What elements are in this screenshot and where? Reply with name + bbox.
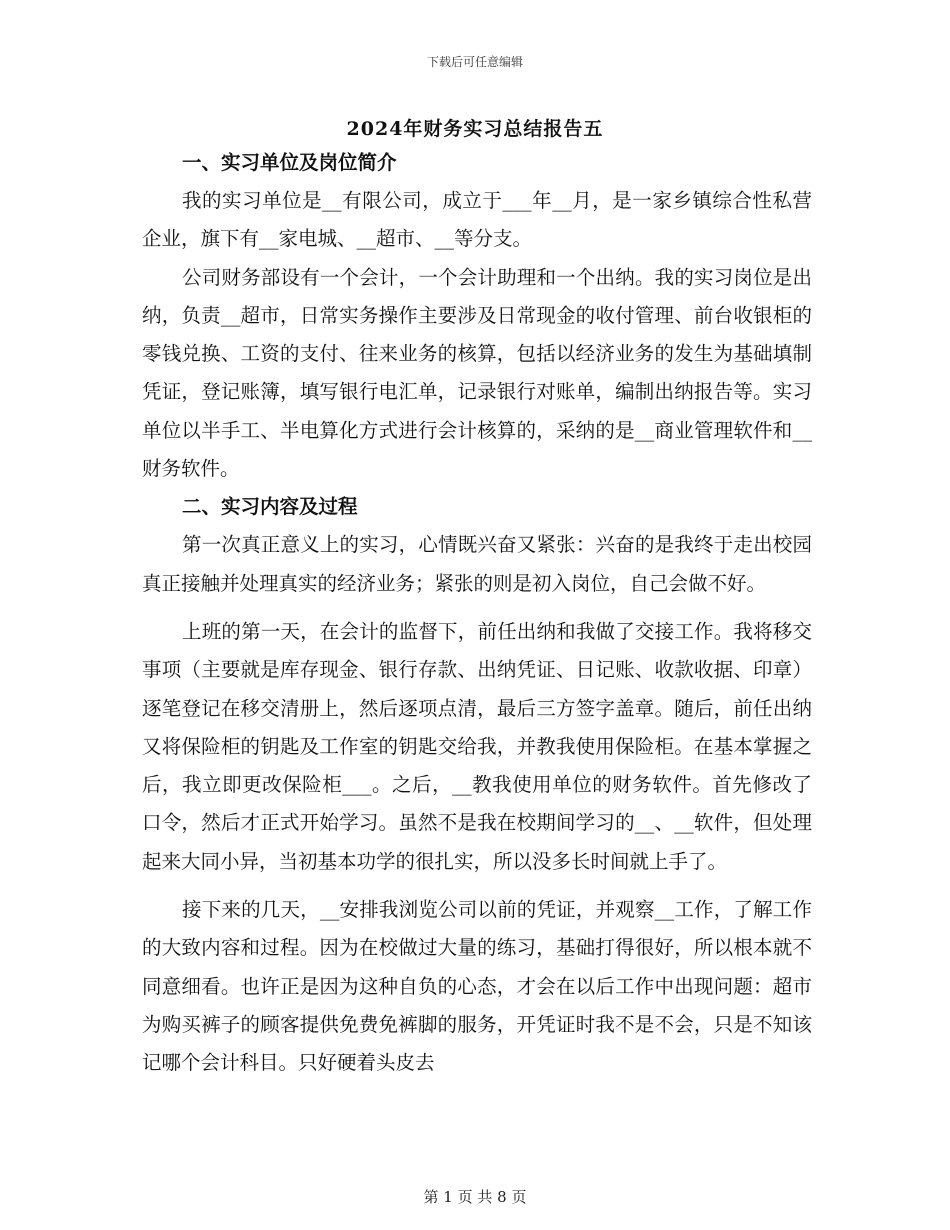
paragraph: 公司财务部设有一个会计，一个会计助理和一个出纳。我的实习岗位是出纳，负责__超市，日常实务操作主要涉及日常现金的收付管理、前台收银柜的零钱兑换、工资的支付、往来业务的核算，包括以经济业务的发生为基础填制凭证，登记账簿，填写银行电汇单，记录银行对账单，编制出纳报告等。实习单位以半手工、半电算化方式进行会计核算的，采纳的是__商业管理软件和__财务软件。 (142, 265, 812, 481)
section-heading-content-process: 二、实习内容及过程 (182, 495, 358, 519)
paragraph: 第一次真正意义上的实习，心情既兴奋又紧张：兴奋的是我终于走出校园真正接触并处理真实的经济业务；紧张的则是初入岗位，自己会做不好。 (142, 533, 812, 595)
document-title: 2024年财务实习总结报告五 (346, 118, 604, 140)
paragraph: 上班的第一天，在会计的监督下，前任出纳和我做了交接工作。我将移交事项（主要就是库存现金、银行存款、出纳凭证、日记账、收款收据、印章）逐笔登记在移交清册上，然后逐项点清，最后三方签字盖章。随后，前任出纳又将保险柜的钥匙及工作室的钥匙交给我，并教我使用保险柜。在基本掌握之后，我立即更改保险柜___。之后，__教我使用单位的财务软件。首先修改了口令，然后才正式开始学习。虽然不是我在校期间学习的__、__软件，但处理起来大同小异，当初基本功学的很扎实，所以没多长时间就上手了。 (142, 619, 812, 873)
document-body (142, 144, 812, 1083)
section-heading-unit-intro: 一、实习单位及岗位简介 (182, 151, 397, 174)
page-header-note: 下载后可任意编辑 (426, 55, 523, 69)
page-number: 第 1 页 共 8 页 (423, 1188, 527, 1206)
paragraph: 接下来的几天，__安排我浏览公司以前的凭证，并观察__工作，了解工作的大致内容和过程。因为在校做过大量的练习，基础打得很好，所以根本就不同意细看。也许正是因为这种自负的心态，才会在以后工作中出现问题：超市为购买裤子的顾客提供免费免裤脚的服务，开凭证时我不是不会，只是不知该记哪个会计科目。只好硬着头皮去 (142, 898, 812, 1075)
paragraph: 我的实习单位是__有限公司，成立于___年__月，是一家乡镇综合性私营企业，旗下有__家电城、__超市、__等分支。 (142, 189, 812, 251)
